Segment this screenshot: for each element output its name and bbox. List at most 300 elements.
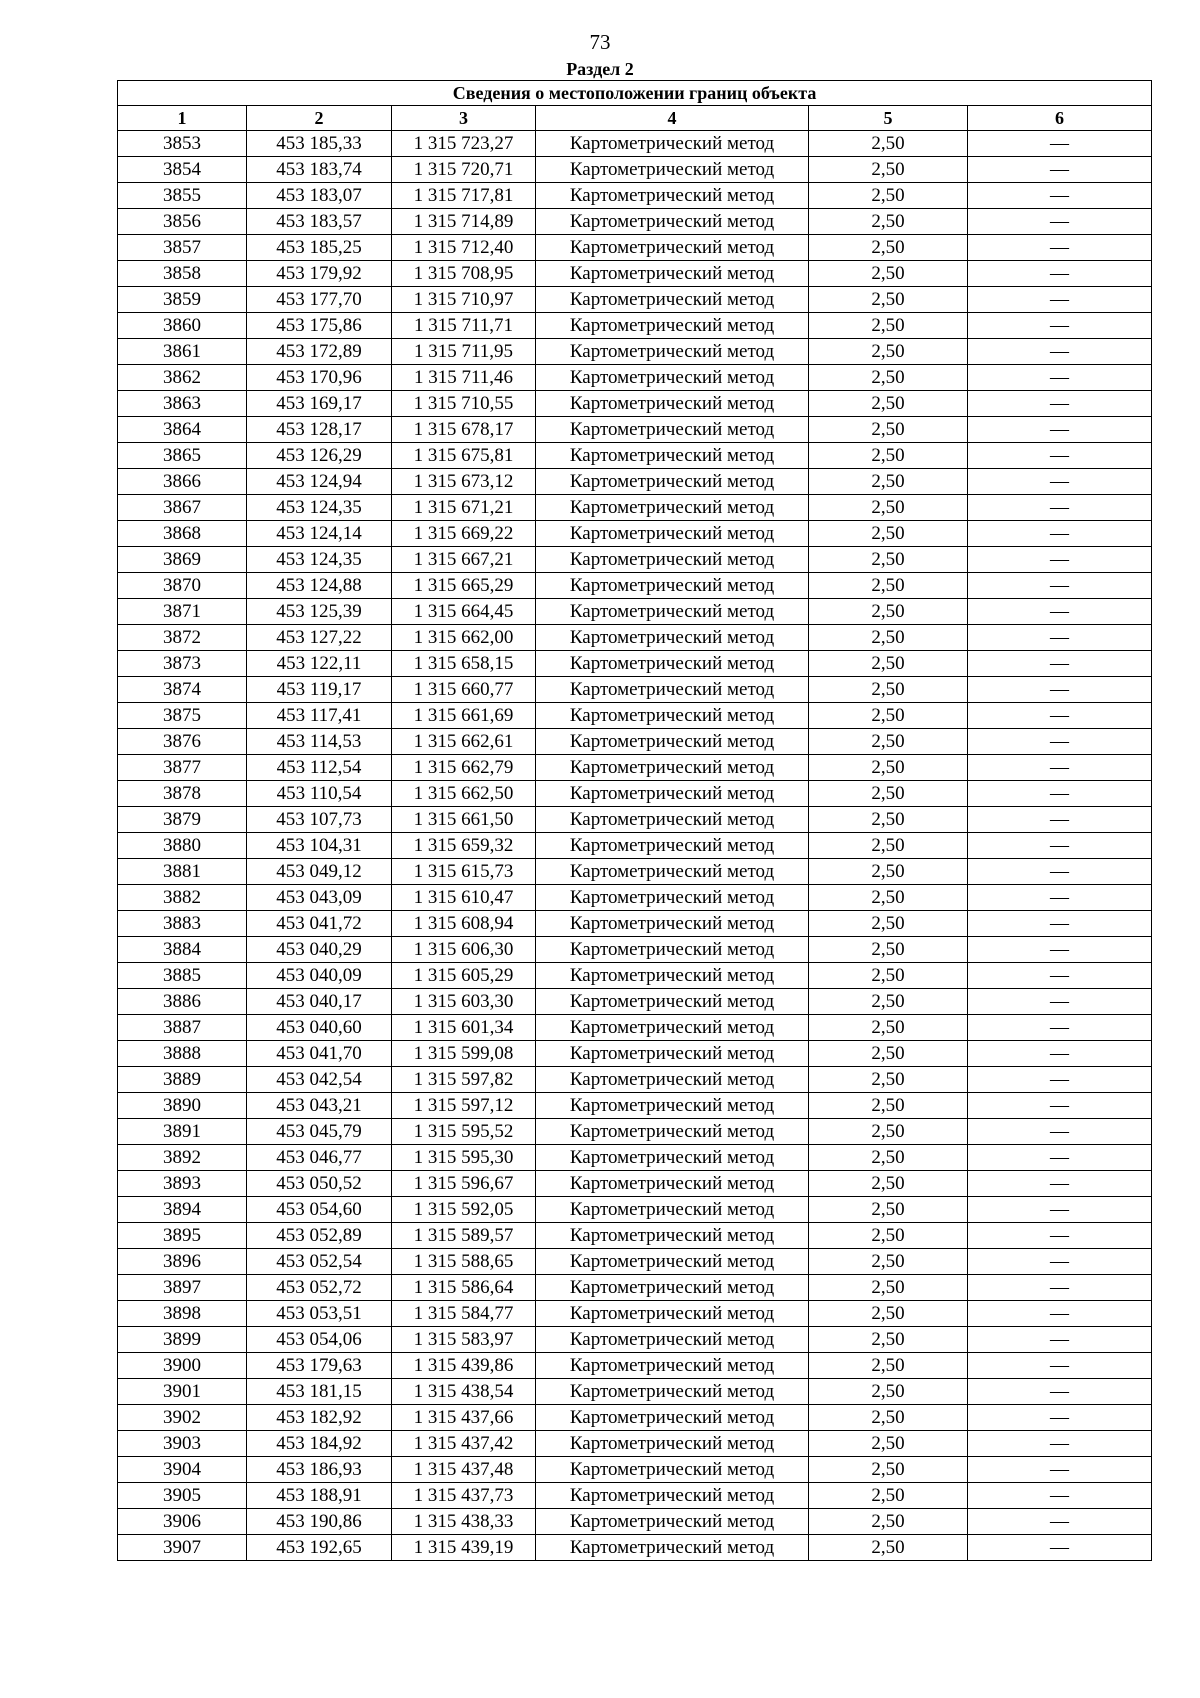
point-number-cell: 3865	[118, 443, 247, 469]
point-number-cell: 3868	[118, 521, 247, 547]
description-cell: —	[968, 131, 1152, 157]
method-cell: Картометрический метод	[536, 521, 809, 547]
method-cell: Картометрический метод	[536, 261, 809, 287]
description-cell: —	[968, 391, 1152, 417]
x-coordinate-cell: 453 124,14	[247, 521, 392, 547]
y-coordinate-cell: 1 315 592,05	[392, 1197, 536, 1223]
y-coordinate-cell: 1 315 658,15	[392, 651, 536, 677]
accuracy-cell: 2,50	[809, 1093, 968, 1119]
y-coordinate-cell: 1 315 583,97	[392, 1327, 536, 1353]
description-cell: —	[968, 521, 1152, 547]
x-coordinate-cell: 453 040,60	[247, 1015, 392, 1041]
table-caption: Сведения о местоположении границ объекта	[118, 81, 1152, 106]
table-row	[118, 1301, 1152, 1327]
table-row	[118, 313, 1152, 339]
table-row	[118, 235, 1152, 261]
x-coordinate-cell: 453 046,77	[247, 1145, 392, 1171]
description-cell: —	[968, 1093, 1152, 1119]
x-coordinate-cell: 453 054,06	[247, 1327, 392, 1353]
point-number-cell: 3876	[118, 729, 247, 755]
y-coordinate-cell: 1 315 595,52	[392, 1119, 536, 1145]
x-coordinate-cell: 453 185,33	[247, 131, 392, 157]
description-cell: —	[968, 625, 1152, 651]
x-coordinate-cell: 453 185,25	[247, 235, 392, 261]
table-row	[118, 963, 1152, 989]
description-cell: —	[968, 417, 1152, 443]
accuracy-cell: 2,50	[809, 1353, 968, 1379]
x-coordinate-cell: 453 127,22	[247, 625, 392, 651]
description-cell: —	[968, 859, 1152, 885]
method-cell: Картометрический метод	[536, 1249, 809, 1275]
accuracy-cell: 2,50	[809, 885, 968, 911]
method-cell: Картометрический метод	[536, 1223, 809, 1249]
accuracy-cell: 2,50	[809, 157, 968, 183]
table-row	[118, 937, 1152, 963]
point-number-cell: 3886	[118, 989, 247, 1015]
point-number-cell: 3895	[118, 1223, 247, 1249]
point-number-cell: 3896	[118, 1249, 247, 1275]
description-cell: —	[968, 1535, 1152, 1561]
table-row	[118, 1379, 1152, 1405]
accuracy-cell: 2,50	[809, 1275, 968, 1301]
x-coordinate-cell: 453 052,54	[247, 1249, 392, 1275]
x-coordinate-cell: 453 110,54	[247, 781, 392, 807]
table-row	[118, 573, 1152, 599]
x-coordinate-cell: 453 184,92	[247, 1431, 392, 1457]
accuracy-cell: 2,50	[809, 1301, 968, 1327]
point-number-cell: 3853	[118, 131, 247, 157]
x-coordinate-cell: 453 170,96	[247, 365, 392, 391]
table-row	[118, 677, 1152, 703]
x-coordinate-cell: 453 114,53	[247, 729, 392, 755]
point-number-cell: 3880	[118, 833, 247, 859]
x-coordinate-cell: 453 124,35	[247, 495, 392, 521]
description-cell: —	[968, 651, 1152, 677]
description-cell: —	[968, 1119, 1152, 1145]
y-coordinate-cell: 1 315 595,30	[392, 1145, 536, 1171]
description-cell: —	[968, 1379, 1152, 1405]
column-header-row	[118, 106, 1152, 131]
accuracy-cell: 2,50	[809, 1067, 968, 1093]
table-row	[118, 859, 1152, 885]
description-cell: —	[968, 989, 1152, 1015]
accuracy-cell: 2,50	[809, 1041, 968, 1067]
method-cell: Картометрический метод	[536, 469, 809, 495]
y-coordinate-cell: 1 315 673,12	[392, 469, 536, 495]
point-number-cell: 3866	[118, 469, 247, 495]
table-row	[118, 781, 1152, 807]
y-coordinate-cell: 1 315 437,42	[392, 1431, 536, 1457]
table-row	[118, 1353, 1152, 1379]
accuracy-cell: 2,50	[809, 339, 968, 365]
x-coordinate-cell: 453 053,51	[247, 1301, 392, 1327]
table-row	[118, 625, 1152, 651]
x-coordinate-cell: 453 128,17	[247, 417, 392, 443]
point-number-cell: 3881	[118, 859, 247, 885]
y-coordinate-cell: 1 315 710,97	[392, 287, 536, 313]
x-coordinate-cell: 453 175,86	[247, 313, 392, 339]
point-number-cell: 3902	[118, 1405, 247, 1431]
point-number-cell: 3854	[118, 157, 247, 183]
column-header: 4	[536, 106, 809, 131]
method-cell: Картометрический метод	[536, 1067, 809, 1093]
table-row	[118, 1171, 1152, 1197]
y-coordinate-cell: 1 315 606,30	[392, 937, 536, 963]
method-cell: Картометрический метод	[536, 547, 809, 573]
description-cell: —	[968, 443, 1152, 469]
y-coordinate-cell: 1 315 708,95	[392, 261, 536, 287]
method-cell: Картометрический метод	[536, 1379, 809, 1405]
description-cell: —	[968, 1457, 1152, 1483]
point-number-cell: 3869	[118, 547, 247, 573]
x-coordinate-cell: 453 122,11	[247, 651, 392, 677]
column-header: 5	[809, 106, 968, 131]
method-cell: Картометрический метод	[536, 625, 809, 651]
y-coordinate-cell: 1 315 665,29	[392, 573, 536, 599]
description-cell: —	[968, 339, 1152, 365]
description-cell: —	[968, 1145, 1152, 1171]
point-number-cell: 3904	[118, 1457, 247, 1483]
accuracy-cell: 2,50	[809, 1431, 968, 1457]
point-number-cell: 3856	[118, 209, 247, 235]
x-coordinate-cell: 453 104,31	[247, 833, 392, 859]
accuracy-cell: 2,50	[809, 1119, 968, 1145]
x-coordinate-cell: 453 041,72	[247, 911, 392, 937]
table-row	[118, 599, 1152, 625]
method-cell: Картометрический метод	[536, 1431, 809, 1457]
table-row	[118, 1197, 1152, 1223]
y-coordinate-cell: 1 315 599,08	[392, 1041, 536, 1067]
method-cell: Картометрический метод	[536, 677, 809, 703]
accuracy-cell: 2,50	[809, 1015, 968, 1041]
point-number-cell: 3860	[118, 313, 247, 339]
method-cell: Картометрический метод	[536, 443, 809, 469]
method-cell: Картометрический метод	[536, 807, 809, 833]
table-row	[118, 1405, 1152, 1431]
table-row	[118, 911, 1152, 937]
point-number-cell: 3905	[118, 1483, 247, 1509]
y-coordinate-cell: 1 315 601,34	[392, 1015, 536, 1041]
accuracy-cell: 2,50	[809, 1145, 968, 1171]
y-coordinate-cell: 1 315 437,48	[392, 1457, 536, 1483]
method-cell: Картометрический метод	[536, 599, 809, 625]
y-coordinate-cell: 1 315 439,19	[392, 1535, 536, 1561]
boundary-coordinates-table	[117, 80, 1152, 1561]
description-cell: —	[968, 599, 1152, 625]
point-number-cell: 3883	[118, 911, 247, 937]
method-cell: Картометрический метод	[536, 885, 809, 911]
description-cell: —	[968, 1483, 1152, 1509]
y-coordinate-cell: 1 315 714,89	[392, 209, 536, 235]
method-cell: Картометрический метод	[536, 651, 809, 677]
x-coordinate-cell: 453 182,92	[247, 1405, 392, 1431]
accuracy-cell: 2,50	[809, 469, 968, 495]
table-row	[118, 339, 1152, 365]
method-cell: Картометрический метод	[536, 1535, 809, 1561]
accuracy-cell: 2,50	[809, 1405, 968, 1431]
accuracy-cell: 2,50	[809, 521, 968, 547]
point-number-cell: 3874	[118, 677, 247, 703]
point-number-cell: 3871	[118, 599, 247, 625]
y-coordinate-cell: 1 315 675,81	[392, 443, 536, 469]
y-coordinate-cell: 1 315 605,29	[392, 963, 536, 989]
accuracy-cell: 2,50	[809, 1197, 968, 1223]
x-coordinate-cell: 453 043,09	[247, 885, 392, 911]
table-row	[118, 1535, 1152, 1561]
description-cell: —	[968, 703, 1152, 729]
accuracy-cell: 2,50	[809, 313, 968, 339]
table-row	[118, 1145, 1152, 1171]
description-cell: —	[968, 937, 1152, 963]
method-cell: Картометрический метод	[536, 989, 809, 1015]
point-number-cell: 3864	[118, 417, 247, 443]
x-coordinate-cell: 453 177,70	[247, 287, 392, 313]
accuracy-cell: 2,50	[809, 1457, 968, 1483]
table-row	[118, 833, 1152, 859]
method-cell: Картометрический метод	[536, 937, 809, 963]
description-cell: —	[968, 807, 1152, 833]
table-row	[118, 807, 1152, 833]
y-coordinate-cell: 1 315 438,54	[392, 1379, 536, 1405]
accuracy-cell: 2,50	[809, 807, 968, 833]
y-coordinate-cell: 1 315 597,12	[392, 1093, 536, 1119]
method-cell: Картометрический метод	[536, 703, 809, 729]
x-coordinate-cell: 453 052,89	[247, 1223, 392, 1249]
y-coordinate-cell: 1 315 662,61	[392, 729, 536, 755]
description-cell: —	[968, 495, 1152, 521]
point-number-cell: 3859	[118, 287, 247, 313]
point-number-cell: 3873	[118, 651, 247, 677]
table-row	[118, 755, 1152, 781]
y-coordinate-cell: 1 315 437,73	[392, 1483, 536, 1509]
method-cell: Картометрический метод	[536, 911, 809, 937]
accuracy-cell: 2,50	[809, 1535, 968, 1561]
x-coordinate-cell: 453 107,73	[247, 807, 392, 833]
method-cell: Картометрический метод	[536, 313, 809, 339]
method-cell: Картометрический метод	[536, 1275, 809, 1301]
accuracy-cell: 2,50	[809, 1509, 968, 1535]
point-number-cell: 3894	[118, 1197, 247, 1223]
description-cell: —	[968, 1041, 1152, 1067]
description-cell: —	[968, 1171, 1152, 1197]
accuracy-cell: 2,50	[809, 1483, 968, 1509]
description-cell: —	[968, 911, 1152, 937]
table-row	[118, 651, 1152, 677]
method-cell: Картометрический метод	[536, 209, 809, 235]
table-row	[118, 157, 1152, 183]
accuracy-cell: 2,50	[809, 573, 968, 599]
y-coordinate-cell: 1 315 584,77	[392, 1301, 536, 1327]
x-coordinate-cell: 453 179,63	[247, 1353, 392, 1379]
point-number-cell: 3878	[118, 781, 247, 807]
point-number-cell: 3875	[118, 703, 247, 729]
method-cell: Картометрический метод	[536, 1405, 809, 1431]
point-number-cell: 3893	[118, 1171, 247, 1197]
table-row	[118, 287, 1152, 313]
table-row	[118, 1015, 1152, 1041]
method-cell: Картометрический метод	[536, 833, 809, 859]
accuracy-cell: 2,50	[809, 781, 968, 807]
y-coordinate-cell: 1 315 711,71	[392, 313, 536, 339]
description-cell: —	[968, 209, 1152, 235]
method-cell: Картометрический метод	[536, 1015, 809, 1041]
point-number-cell: 3888	[118, 1041, 247, 1067]
point-number-cell: 3867	[118, 495, 247, 521]
description-cell: —	[968, 1327, 1152, 1353]
accuracy-cell: 2,50	[809, 677, 968, 703]
accuracy-cell: 2,50	[809, 1379, 968, 1405]
table-row	[118, 1067, 1152, 1093]
point-number-cell: 3907	[118, 1535, 247, 1561]
table-row	[118, 1249, 1152, 1275]
method-cell: Картометрический метод	[536, 339, 809, 365]
accuracy-cell: 2,50	[809, 651, 968, 677]
x-coordinate-cell: 453 124,88	[247, 573, 392, 599]
y-coordinate-cell: 1 315 437,66	[392, 1405, 536, 1431]
x-coordinate-cell: 453 126,29	[247, 443, 392, 469]
table-caption-row	[118, 81, 1152, 106]
y-coordinate-cell: 1 315 720,71	[392, 157, 536, 183]
table-row	[118, 1457, 1152, 1483]
y-coordinate-cell: 1 315 711,46	[392, 365, 536, 391]
point-number-cell: 3891	[118, 1119, 247, 1145]
y-coordinate-cell: 1 315 662,50	[392, 781, 536, 807]
method-cell: Картометрический метод	[536, 1093, 809, 1119]
x-coordinate-cell: 453 192,65	[247, 1535, 392, 1561]
point-number-cell: 3885	[118, 963, 247, 989]
x-coordinate-cell: 453 041,70	[247, 1041, 392, 1067]
description-cell: —	[968, 183, 1152, 209]
table-row	[118, 1327, 1152, 1353]
accuracy-cell: 2,50	[809, 599, 968, 625]
accuracy-cell: 2,50	[809, 833, 968, 859]
point-number-cell: 3899	[118, 1327, 247, 1353]
y-coordinate-cell: 1 315 608,94	[392, 911, 536, 937]
y-coordinate-cell: 1 315 659,32	[392, 833, 536, 859]
description-cell: —	[968, 885, 1152, 911]
description-cell: —	[968, 1197, 1152, 1223]
point-number-cell: 3863	[118, 391, 247, 417]
table-row	[118, 131, 1152, 157]
table-row	[118, 443, 1152, 469]
x-coordinate-cell: 453 124,94	[247, 469, 392, 495]
point-number-cell: 3906	[118, 1509, 247, 1535]
accuracy-cell: 2,50	[809, 183, 968, 209]
accuracy-cell: 2,50	[809, 911, 968, 937]
point-number-cell: 3889	[118, 1067, 247, 1093]
method-cell: Картометрический метод	[536, 1171, 809, 1197]
x-coordinate-cell: 453 186,93	[247, 1457, 392, 1483]
x-coordinate-cell: 453 188,91	[247, 1483, 392, 1509]
method-cell: Картометрический метод	[536, 235, 809, 261]
point-number-cell: 3877	[118, 755, 247, 781]
method-cell: Картометрический метод	[536, 1483, 809, 1509]
accuracy-cell: 2,50	[809, 1249, 968, 1275]
x-coordinate-cell: 453 045,79	[247, 1119, 392, 1145]
description-cell: —	[968, 1015, 1152, 1041]
y-coordinate-cell: 1 315 615,73	[392, 859, 536, 885]
x-coordinate-cell: 453 179,92	[247, 261, 392, 287]
accuracy-cell: 2,50	[809, 287, 968, 313]
table-row	[118, 209, 1152, 235]
y-coordinate-cell: 1 315 661,69	[392, 703, 536, 729]
description-cell: —	[968, 1249, 1152, 1275]
description-cell: —	[968, 1301, 1152, 1327]
accuracy-cell: 2,50	[809, 859, 968, 885]
column-header: 1	[118, 106, 247, 131]
point-number-cell: 3900	[118, 1353, 247, 1379]
accuracy-cell: 2,50	[809, 1223, 968, 1249]
method-cell: Картометрический метод	[536, 573, 809, 599]
point-number-cell: 3855	[118, 183, 247, 209]
description-cell: —	[968, 677, 1152, 703]
table-row	[118, 469, 1152, 495]
accuracy-cell: 2,50	[809, 495, 968, 521]
description-cell: —	[968, 755, 1152, 781]
method-cell: Картометрический метод	[536, 1509, 809, 1535]
description-cell: —	[968, 963, 1152, 989]
accuracy-cell: 2,50	[809, 755, 968, 781]
y-coordinate-cell: 1 315 664,45	[392, 599, 536, 625]
accuracy-cell: 2,50	[809, 391, 968, 417]
x-coordinate-cell: 453 054,60	[247, 1197, 392, 1223]
y-coordinate-cell: 1 315 710,55	[392, 391, 536, 417]
description-cell: —	[968, 573, 1152, 599]
description-cell: —	[968, 547, 1152, 573]
x-coordinate-cell: 453 119,17	[247, 677, 392, 703]
description-cell: —	[968, 365, 1152, 391]
column-header: 2	[247, 106, 392, 131]
y-coordinate-cell: 1 315 711,95	[392, 339, 536, 365]
point-number-cell: 3882	[118, 885, 247, 911]
page-number: 73	[589, 30, 611, 54]
y-coordinate-cell: 1 315 712,40	[392, 235, 536, 261]
x-coordinate-cell: 453 040,29	[247, 937, 392, 963]
point-number-cell: 3884	[118, 937, 247, 963]
y-coordinate-cell: 1 315 603,30	[392, 989, 536, 1015]
table-row	[118, 547, 1152, 573]
point-number-cell: 3897	[118, 1275, 247, 1301]
x-coordinate-cell: 453 049,12	[247, 859, 392, 885]
y-coordinate-cell: 1 315 596,67	[392, 1171, 536, 1197]
x-coordinate-cell: 453 125,39	[247, 599, 392, 625]
accuracy-cell: 2,50	[809, 989, 968, 1015]
accuracy-cell: 2,50	[809, 547, 968, 573]
description-cell: —	[968, 833, 1152, 859]
method-cell: Картометрический метод	[536, 131, 809, 157]
description-cell: —	[968, 261, 1152, 287]
method-cell: Картометрический метод	[536, 1119, 809, 1145]
method-cell: Картометрический метод	[536, 417, 809, 443]
table-row	[118, 885, 1152, 911]
point-number-cell: 3892	[118, 1145, 247, 1171]
accuracy-cell: 2,50	[809, 235, 968, 261]
description-cell: —	[968, 157, 1152, 183]
y-coordinate-cell: 1 315 662,79	[392, 755, 536, 781]
table-row	[118, 1093, 1152, 1119]
description-cell: —	[968, 1405, 1152, 1431]
method-cell: Картометрический метод	[536, 183, 809, 209]
table-row	[118, 521, 1152, 547]
accuracy-cell: 2,50	[809, 417, 968, 443]
accuracy-cell: 2,50	[809, 261, 968, 287]
y-coordinate-cell: 1 315 589,57	[392, 1223, 536, 1249]
point-number-cell: 3858	[118, 261, 247, 287]
y-coordinate-cell: 1 315 586,64	[392, 1275, 536, 1301]
description-cell: —	[968, 469, 1152, 495]
y-coordinate-cell: 1 315 678,17	[392, 417, 536, 443]
accuracy-cell: 2,50	[809, 443, 968, 469]
